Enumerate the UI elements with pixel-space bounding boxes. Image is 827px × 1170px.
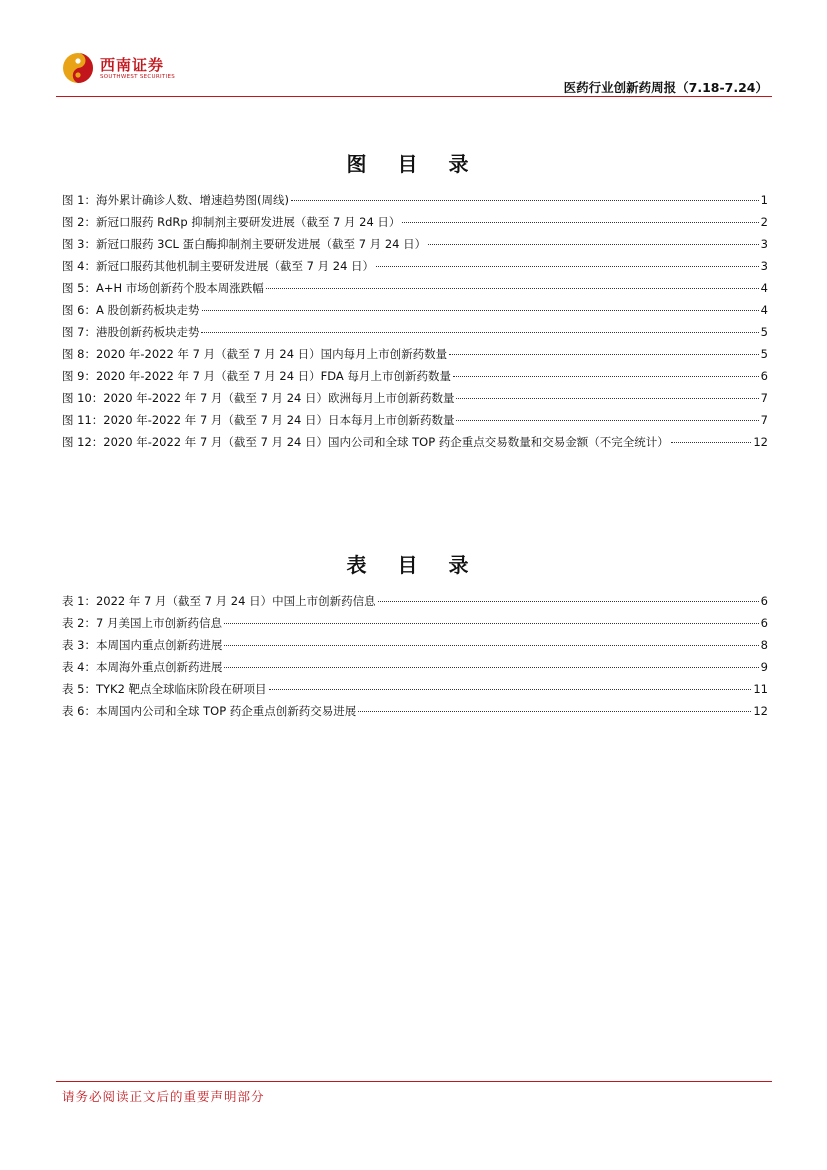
table-index-entry[interactable] <box>62 703 768 725</box>
figure-index-entry-label[interactable]: 图 12：2020 年-2022 年 7 月（截至 7 月 24 日）国内公司和全球 TOP 药企重点交易数量和交易金额（不完全统计） <box>62 435 669 449</box>
table-index-entry-label[interactable]: 表 1：2022 年 7 月（截至 7 月 24 日）中国上市创新药信息 <box>62 594 376 608</box>
figure-index-title: 图 目 录 <box>346 152 481 176</box>
table-index-entry-label[interactable]: 表 5：TYK2 靶点全球临床阶段在研项目 <box>62 682 267 696</box>
leader-dots <box>201 332 758 333</box>
table-index-entry-page[interactable]: 12 <box>753 704 768 718</box>
figure-index-entry-page[interactable]: 7 <box>760 391 768 405</box>
figure-index-list <box>62 192 768 456</box>
table-index-entry[interactable] <box>62 615 768 637</box>
leader-dots <box>378 601 759 602</box>
table-index-entry-label[interactable]: 表 6：本周国内公司和全球 TOP 药企重点创新药交易进展 <box>62 704 357 718</box>
leader-dots <box>449 354 759 355</box>
figure-index-entry[interactable] <box>62 412 768 434</box>
figure-index-entry-page[interactable]: 1 <box>760 193 768 207</box>
figure-index-entry-label[interactable]: 图 6：A 股创新药板块走势 <box>62 303 200 317</box>
header-divider <box>56 96 772 97</box>
figure-index-entry-page[interactable]: 4 <box>760 281 768 295</box>
leader-dots <box>269 689 752 690</box>
figure-index-entry-label[interactable]: 图 4：新冠口服药其他机制主要研发进展（截至 7 月 24 日） <box>62 259 375 273</box>
leader-dots <box>202 310 759 311</box>
table-index-title: 表 目 录 <box>346 553 481 577</box>
table-index-entry-label[interactable]: 表 4：本周海外重点创新药进展 <box>62 660 223 674</box>
table-index-entry[interactable] <box>62 637 768 659</box>
footer-disclaimer: 请务必阅读正文后的重要声明部分 <box>62 1089 265 1104</box>
company-logo <box>62 50 182 86</box>
figure-index-entry[interactable] <box>62 192 768 214</box>
figure-index-entry-label[interactable]: 图 5：A+H 市场创新药个股本周涨跌幅 <box>62 281 264 295</box>
figure-index-entry-page[interactable]: 6 <box>760 369 768 383</box>
leader-dots <box>358 711 751 712</box>
table-index-entry-page[interactable]: 6 <box>760 594 768 608</box>
figure-index-entry[interactable] <box>62 434 768 456</box>
figure-index-entry[interactable] <box>62 280 768 302</box>
brand-name-cn: 西南证券 <box>100 56 165 74</box>
table-index-entry-page[interactable]: 6 <box>760 616 768 630</box>
leader-dots <box>453 376 759 377</box>
figure-index-entry-label[interactable]: 图 11：2020 年-2022 年 7 月（截至 7 月 24 日）日本每月上市创新药数量 <box>62 413 455 427</box>
footer-divider <box>56 1081 772 1082</box>
leader-dots <box>402 222 758 223</box>
figure-index-entry-page[interactable]: 5 <box>760 325 768 339</box>
figure-index-entry[interactable] <box>62 324 768 346</box>
figure-index-entry[interactable] <box>62 390 768 412</box>
table-index-entry-label[interactable]: 表 3：本周国内重点创新药进展 <box>62 638 223 652</box>
figure-index-entry-label[interactable]: 图 7：港股创新药板块走势 <box>62 325 200 339</box>
figure-index-entry-page[interactable]: 3 <box>760 237 768 251</box>
page-header <box>56 48 772 96</box>
table-index-entry-label[interactable]: 表 2：7 月美国上市创新药信息 <box>62 616 222 630</box>
leader-dots <box>376 266 759 267</box>
leader-dots <box>456 398 758 399</box>
figure-index-entry-page[interactable]: 7 <box>760 413 768 427</box>
figure-index-entry[interactable] <box>62 258 768 280</box>
table-index-entry-page[interactable]: 11 <box>753 682 768 696</box>
figure-index-entry-label[interactable]: 图 9：2020 年-2022 年 7 月（截至 7 月 24 日）FDA 每月上市创新药数量 <box>62 369 451 383</box>
figure-index-entry[interactable] <box>62 236 768 258</box>
report-title: 医药行业创新药周报（7.18-7.24） <box>563 80 768 95</box>
leader-dots <box>224 645 758 646</box>
figure-index-entry-page[interactable]: 12 <box>753 435 768 449</box>
leader-dots <box>671 442 752 443</box>
leader-dots <box>224 623 759 624</box>
table-index-entry-page[interactable]: 8 <box>760 638 768 652</box>
figure-index-entry-label[interactable]: 图 1：海外累计确诊人数、增速趋势图(周线) <box>62 193 289 207</box>
leader-dots <box>291 200 759 201</box>
figure-index-entry-label[interactable]: 图 10：2020 年-2022 年 7 月（截至 7 月 24 日）欧洲每月上市创新药数量 <box>62 391 455 405</box>
figure-index-entry-page[interactable]: 5 <box>760 347 768 361</box>
leader-dots <box>456 420 758 421</box>
figure-index-entry[interactable] <box>62 368 768 390</box>
leader-dots <box>428 244 759 245</box>
figure-index-entry-page[interactable]: 4 <box>760 303 768 317</box>
figure-index-entry[interactable] <box>62 346 768 368</box>
logo-mark-icon <box>62 52 94 84</box>
figure-index-entry-page[interactable]: 2 <box>760 215 768 229</box>
table-index-entry[interactable] <box>62 593 768 615</box>
table-index-entry[interactable] <box>62 659 768 681</box>
figure-index-entry[interactable] <box>62 214 768 236</box>
table-index-list <box>62 593 768 725</box>
leader-dots <box>266 288 759 289</box>
brand-name-en: SOUTHWEST SECURITIES <box>100 74 176 80</box>
table-index-entry-page[interactable]: 9 <box>760 660 768 674</box>
figure-index-entry-page[interactable]: 3 <box>760 259 768 273</box>
figure-index-entry-label[interactable]: 图 2：新冠口服药 RdRp 抑制剂主要研发进展（截至 7 月 24 日） <box>62 215 401 229</box>
table-index-entry[interactable] <box>62 681 768 703</box>
leader-dots <box>224 667 758 668</box>
figure-index-entry[interactable] <box>62 302 768 324</box>
figure-index-entry-label[interactable]: 图 3：新冠口服药 3CL 蛋白酶抑制剂主要研发进展（截至 7 月 24 日） <box>62 237 427 251</box>
figure-index-entry-label[interactable]: 图 8：2020 年-2022 年 7 月（截至 7 月 24 日）国内每月上市创新药数量 <box>62 347 448 361</box>
